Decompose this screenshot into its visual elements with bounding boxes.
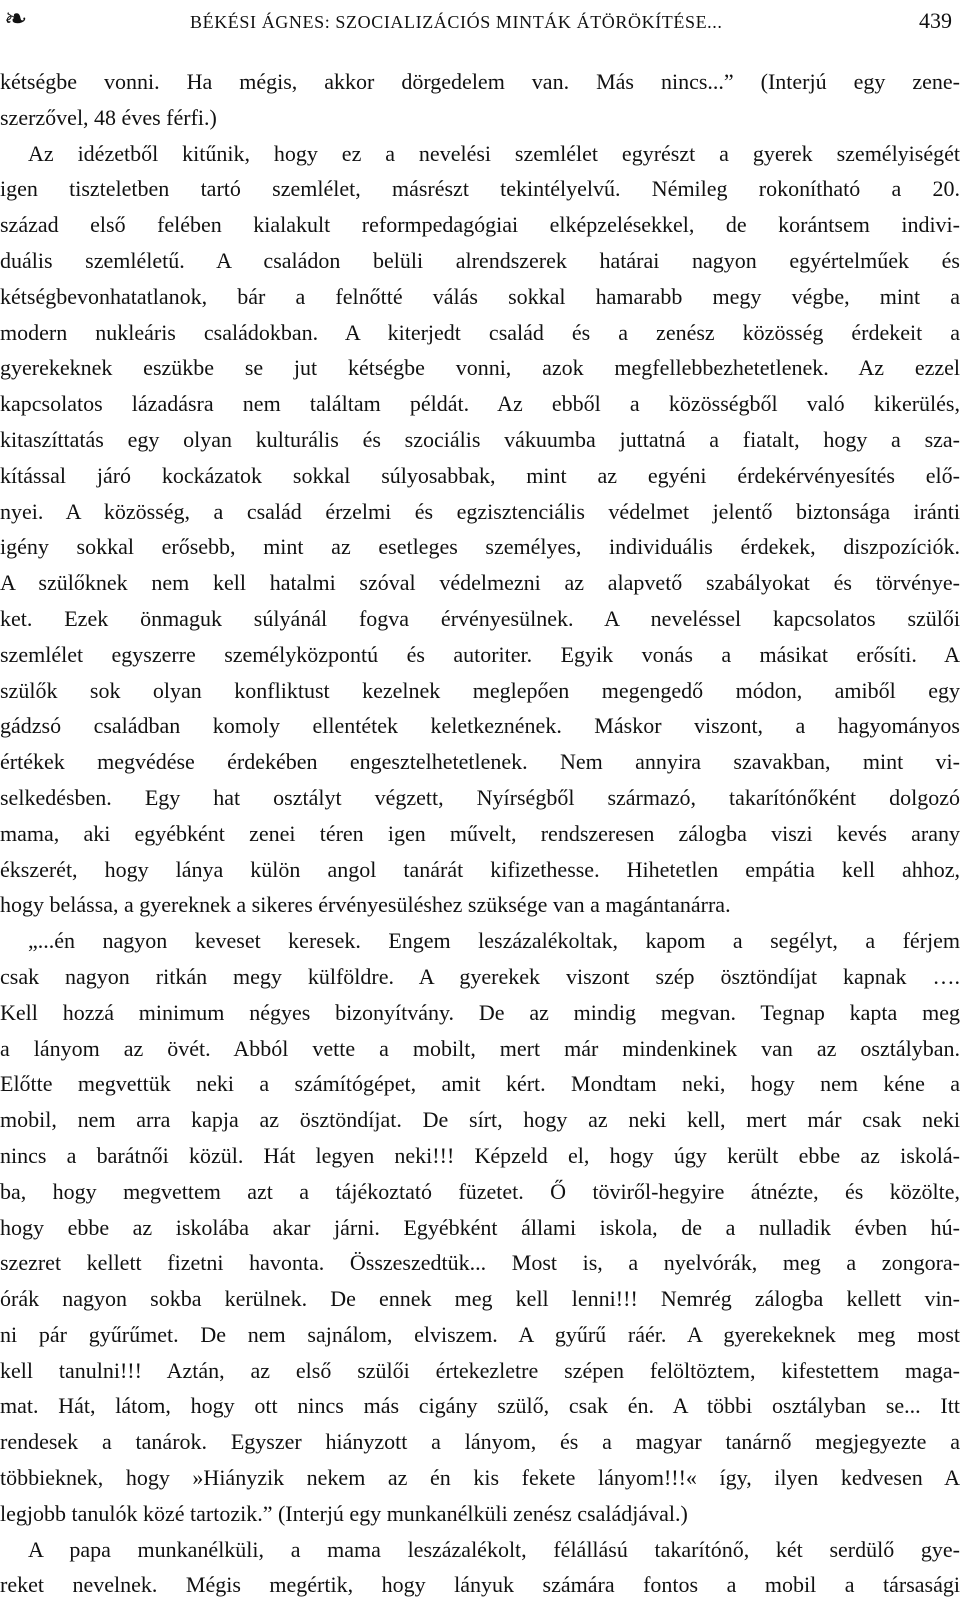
text-line: a lányom az övét. Abból vette a mobilt, mert már mindenkinek van az osztályban. xyxy=(0,1035,960,1061)
text-line: Előtte megvettük neki a számítógépet, amit kért. Mondtam neki, hogy nem kéne a xyxy=(0,1071,960,1097)
text-line: csak nagyon ritkán megy külföldre. A gyerekek viszont szép ösztöndíjat kapnak …. xyxy=(0,963,960,989)
text-line: A papa munkanélküli, a mama leszázalékolt, félállású takarítónő, két serdülő gye- xyxy=(28,1536,960,1562)
text-line: mobil, nem arra kapja az ösztöndíjat. De sírt, hogy az neki kell, mert már csak neki xyxy=(0,1107,960,1133)
text-line: ket. Ezek önmaguk súlyánál fogva érvényesülnek. A neveléssel kapcsolatos szülői xyxy=(0,605,960,631)
running-head xyxy=(0,0,960,44)
text-line: kell tanulni!!! Aztán, az első szülői értekezletre szépen felöltöztem, kifestettem maga- xyxy=(0,1357,960,1383)
text-line: szezret kellett fizetni havonta. Összeszedtük... Most is, a nyelvórák, meg a zongora- xyxy=(0,1250,960,1276)
text-line: szerzővel, 48 éves férfi.) xyxy=(0,104,217,130)
text-line: kétségbe vonni. Ha mégis, akkor dörgedelem van. Más nincs...” (Interjú egy zene- xyxy=(0,69,960,94)
text-line: gádzsó családban komoly ellentétek keletkeznének. Máskor viszont, a hagyományos xyxy=(0,713,960,739)
text-line: hogy ebbe az iskolába akar járni. Egyébként állami iskola, de a nulladik évben hú- xyxy=(0,1214,960,1240)
body-text xyxy=(0,64,960,1603)
fleuron-ornament-icon: ❧ xyxy=(4,4,28,35)
text-line: igen tiszteletben tartó szemlélet, másrészt tekintélyelvű. Némileg rokonítható a 20. xyxy=(0,176,960,202)
text-line: duális szemléletű. A családon belüli alrendszerek határai nagyon egyértelműek és xyxy=(0,247,960,273)
text-line: gyerekeknek eszükbe se jut kétségbe vonni, azok megfellebbezhetetlenek. Az ezzel xyxy=(0,355,960,381)
text-line: szemlélet egyszerre személyközpontú és autoriter. Egyik vonás a másikat erősíti. A xyxy=(0,641,960,667)
text-line: kétségbevonhatatlanok, bár a felnőtté válás sokkal hamarabb megy végbe, mint a xyxy=(0,283,960,309)
text-line: kítással járó kockázatok sokkal súlyosabbak, mint az egyéni érdekérvényesítés elő- xyxy=(0,462,960,488)
text-line: szülők sok olyan konfliktust kezelnek meglepően megengedő módon, amiből egy xyxy=(0,677,960,703)
text-line: Az idézetből kitűnik, hogy ez a nevelési szemlélet egyrészt a gyerek személyiségét xyxy=(28,140,960,166)
text-line: A szülőknek nem kell hatalmi szóval védelmezni az alapvető szabályokat és törvénye- xyxy=(0,570,960,596)
text-line: reket nevelnek. Mégis megértik, hogy lányuk számára fontos a mobil a társasági xyxy=(0,1572,960,1598)
text-line: rendesek a tanárok. Egyszer hiányzott a lányom, és a magyar tanárnő megjegyezte a xyxy=(0,1429,960,1455)
page-number: 439 xyxy=(919,8,952,33)
text-line: értékek megvédése érdekében engesztelhetetlenek. Nem annyira szavakban, mint vi- xyxy=(0,749,960,775)
text-line: selkedésben. Egy hat osztályt végzett, Nyírségből származó, takarítónőként dolgozó xyxy=(0,784,960,810)
text-line: kitaszíttatás egy olyan kulturális és szociális vákuumba juttatná a fiatalt, hogy a sza- xyxy=(0,426,960,452)
text-line: nincs a barátnői közül. Hát legyen neki!!! Képzeld el, hogy úgy került ebbe az iskolá- xyxy=(0,1142,960,1168)
text-line: legjobb tanulók közé tartozik.” (Interjú egy munkanélküli zenész családjával.) xyxy=(0,1500,688,1526)
text-line: mat. Hát, látom, hogy ott nincs más cigány szülő, csak én. A többi osztályban se... Itt xyxy=(0,1393,960,1419)
text-line: ékszerét, hogy lánya külön angol tanárát kifizethesse. Hihetetlen empátia kell ahhoz, xyxy=(0,856,960,882)
text-line: hogy belássa, a gyereknek a sikeres érvényesüléshez szüksége van a magántanárra. xyxy=(0,892,731,918)
text-line: igény sokkal erősebb, mint az esetleges személyes, individuális érdekek, diszpozíciók. xyxy=(0,534,960,560)
text-line: század első felében kialakult reformpedagógiai elképzelésekkel, de korántsem indivi- xyxy=(0,212,960,238)
text-line: modern nukleáris családokban. A kiterjedt család és a zenész közösség érdekeit a xyxy=(0,319,960,345)
text-line: mama, aki egyébként zenei téren igen művelt, rendszeresen zálogba viszi kevés arany xyxy=(0,820,960,846)
text-line: többieknek, hogy »Hiányzik nekem az én kis fekete lányom!!!« így, ilyen kedvesen A xyxy=(0,1465,960,1491)
text-line: kapcsolatos lázadásra nem találtam példát. Az ebből a közösségből való kikerülés, xyxy=(0,391,960,417)
running-title: BÉKÉSI ÁGNES: SZOCIALIZÁCIÓS MINTÁK ÁTÖRÖKÍTÉSE... xyxy=(190,12,723,32)
text-line: Kell hozzá minimum négyes bizonyítvány. De az mindig megvan. Tegnap kapta meg xyxy=(0,999,960,1025)
text-line: ba, hogy megvettem azt a tájékoztató füzetet. Ő töviről-hegyire átnézte, és közölte, xyxy=(0,1178,960,1204)
text-line: ni pár gyűrűmet. De nem sajnálom, elviszem. A gyűrű ráér. A gyerekeknek meg most xyxy=(0,1321,960,1347)
text-line: „...én nagyon keveset keresek. Engem leszázalékoltak, kapom a segélyt, a férjem xyxy=(28,928,960,954)
text-line: nyei. A közösség, a család érzelmi és egzisztenciális védelmet jelentő biztonsága iránti xyxy=(0,498,960,524)
text-line: órák nagyon sokba kerülnek. De ennek meg kell lenni!!! Nemrég zálogba kellett vin- xyxy=(0,1286,960,1312)
